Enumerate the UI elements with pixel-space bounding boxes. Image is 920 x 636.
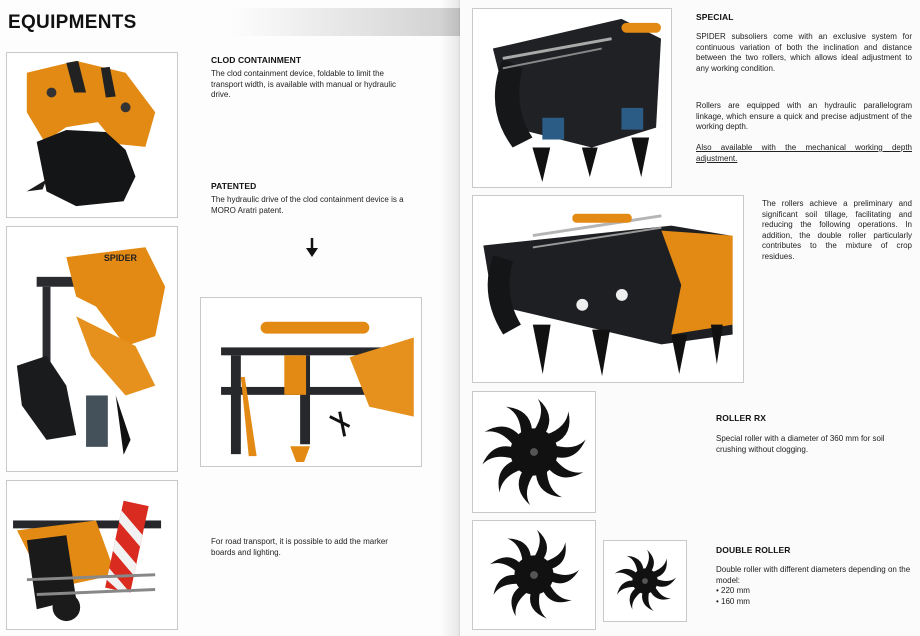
double-roller-description: Double roller with different diameters depending on the model: xyxy=(716,565,911,585)
spider-brand-mark: SPIDER xyxy=(103,253,137,264)
special-heading: SPECIAL xyxy=(696,12,734,22)
roller-rx-photo xyxy=(472,391,596,513)
parallelogram-text: Rollers are equipped with an hydraulic parallelogram linkage, which ensure a quick and precise adjustment of the working depth. xyxy=(696,101,912,131)
patented-heading: PATENTED xyxy=(211,181,257,191)
list-item: • 160 mm xyxy=(716,597,912,608)
clod-text: The clod containment device, foldable to limit the transport width, is available with manual or hydraulic drive. xyxy=(211,69,396,99)
title-bar-decoration xyxy=(232,8,460,36)
roller-linkage-photo xyxy=(472,8,672,188)
mechanical-adjustment-text: Also available with the mechanical working depth adjustment. xyxy=(696,143,912,163)
hydraulic-drive-photo xyxy=(200,297,422,467)
arrow-down-icon xyxy=(305,238,319,258)
roller-rx-heading: ROLLER RX xyxy=(716,413,767,423)
double-roller-text xyxy=(716,565,912,607)
clod-heading: CLOD CONTAINMENT xyxy=(211,55,302,65)
page-title: EQUIPMENTS xyxy=(8,12,137,33)
diameter-list xyxy=(716,586,912,607)
patented-text: The hydraulic drive of the clod containment device is a MORO Aratri patent. xyxy=(211,195,404,215)
clod-device-unit-photo xyxy=(6,226,178,472)
roller-rx-text: Special roller with a diameter of 360 mm for soil crushing without clogging. xyxy=(716,434,885,454)
double-roller-large-photo xyxy=(472,520,596,630)
right-page xyxy=(460,0,920,636)
double-roller-heading: DOUBLE ROLLER xyxy=(716,545,791,555)
transport-text: For road transport, it is possible to add the marker boards and lighting. xyxy=(211,537,388,557)
list-item: • 220 mm xyxy=(716,586,912,597)
double-roller-small-photo xyxy=(603,540,687,622)
special-text: SPIDER subsoliers come with an exclusive system for continuous variation of both the inclination and distance between the two rollers, which allows ideal adjustment to any working condition. xyxy=(696,32,912,73)
clod-containment-photo xyxy=(6,52,178,218)
marker-boards-photo xyxy=(6,480,178,630)
rollers-text: The rollers achieve a preliminary and significant soil tillage, facilitating and reducing the following operations. In addition, the double roller particularly contributes to the mixture of crop residues. xyxy=(762,199,912,261)
double-roller-assembly-photo xyxy=(472,195,744,383)
